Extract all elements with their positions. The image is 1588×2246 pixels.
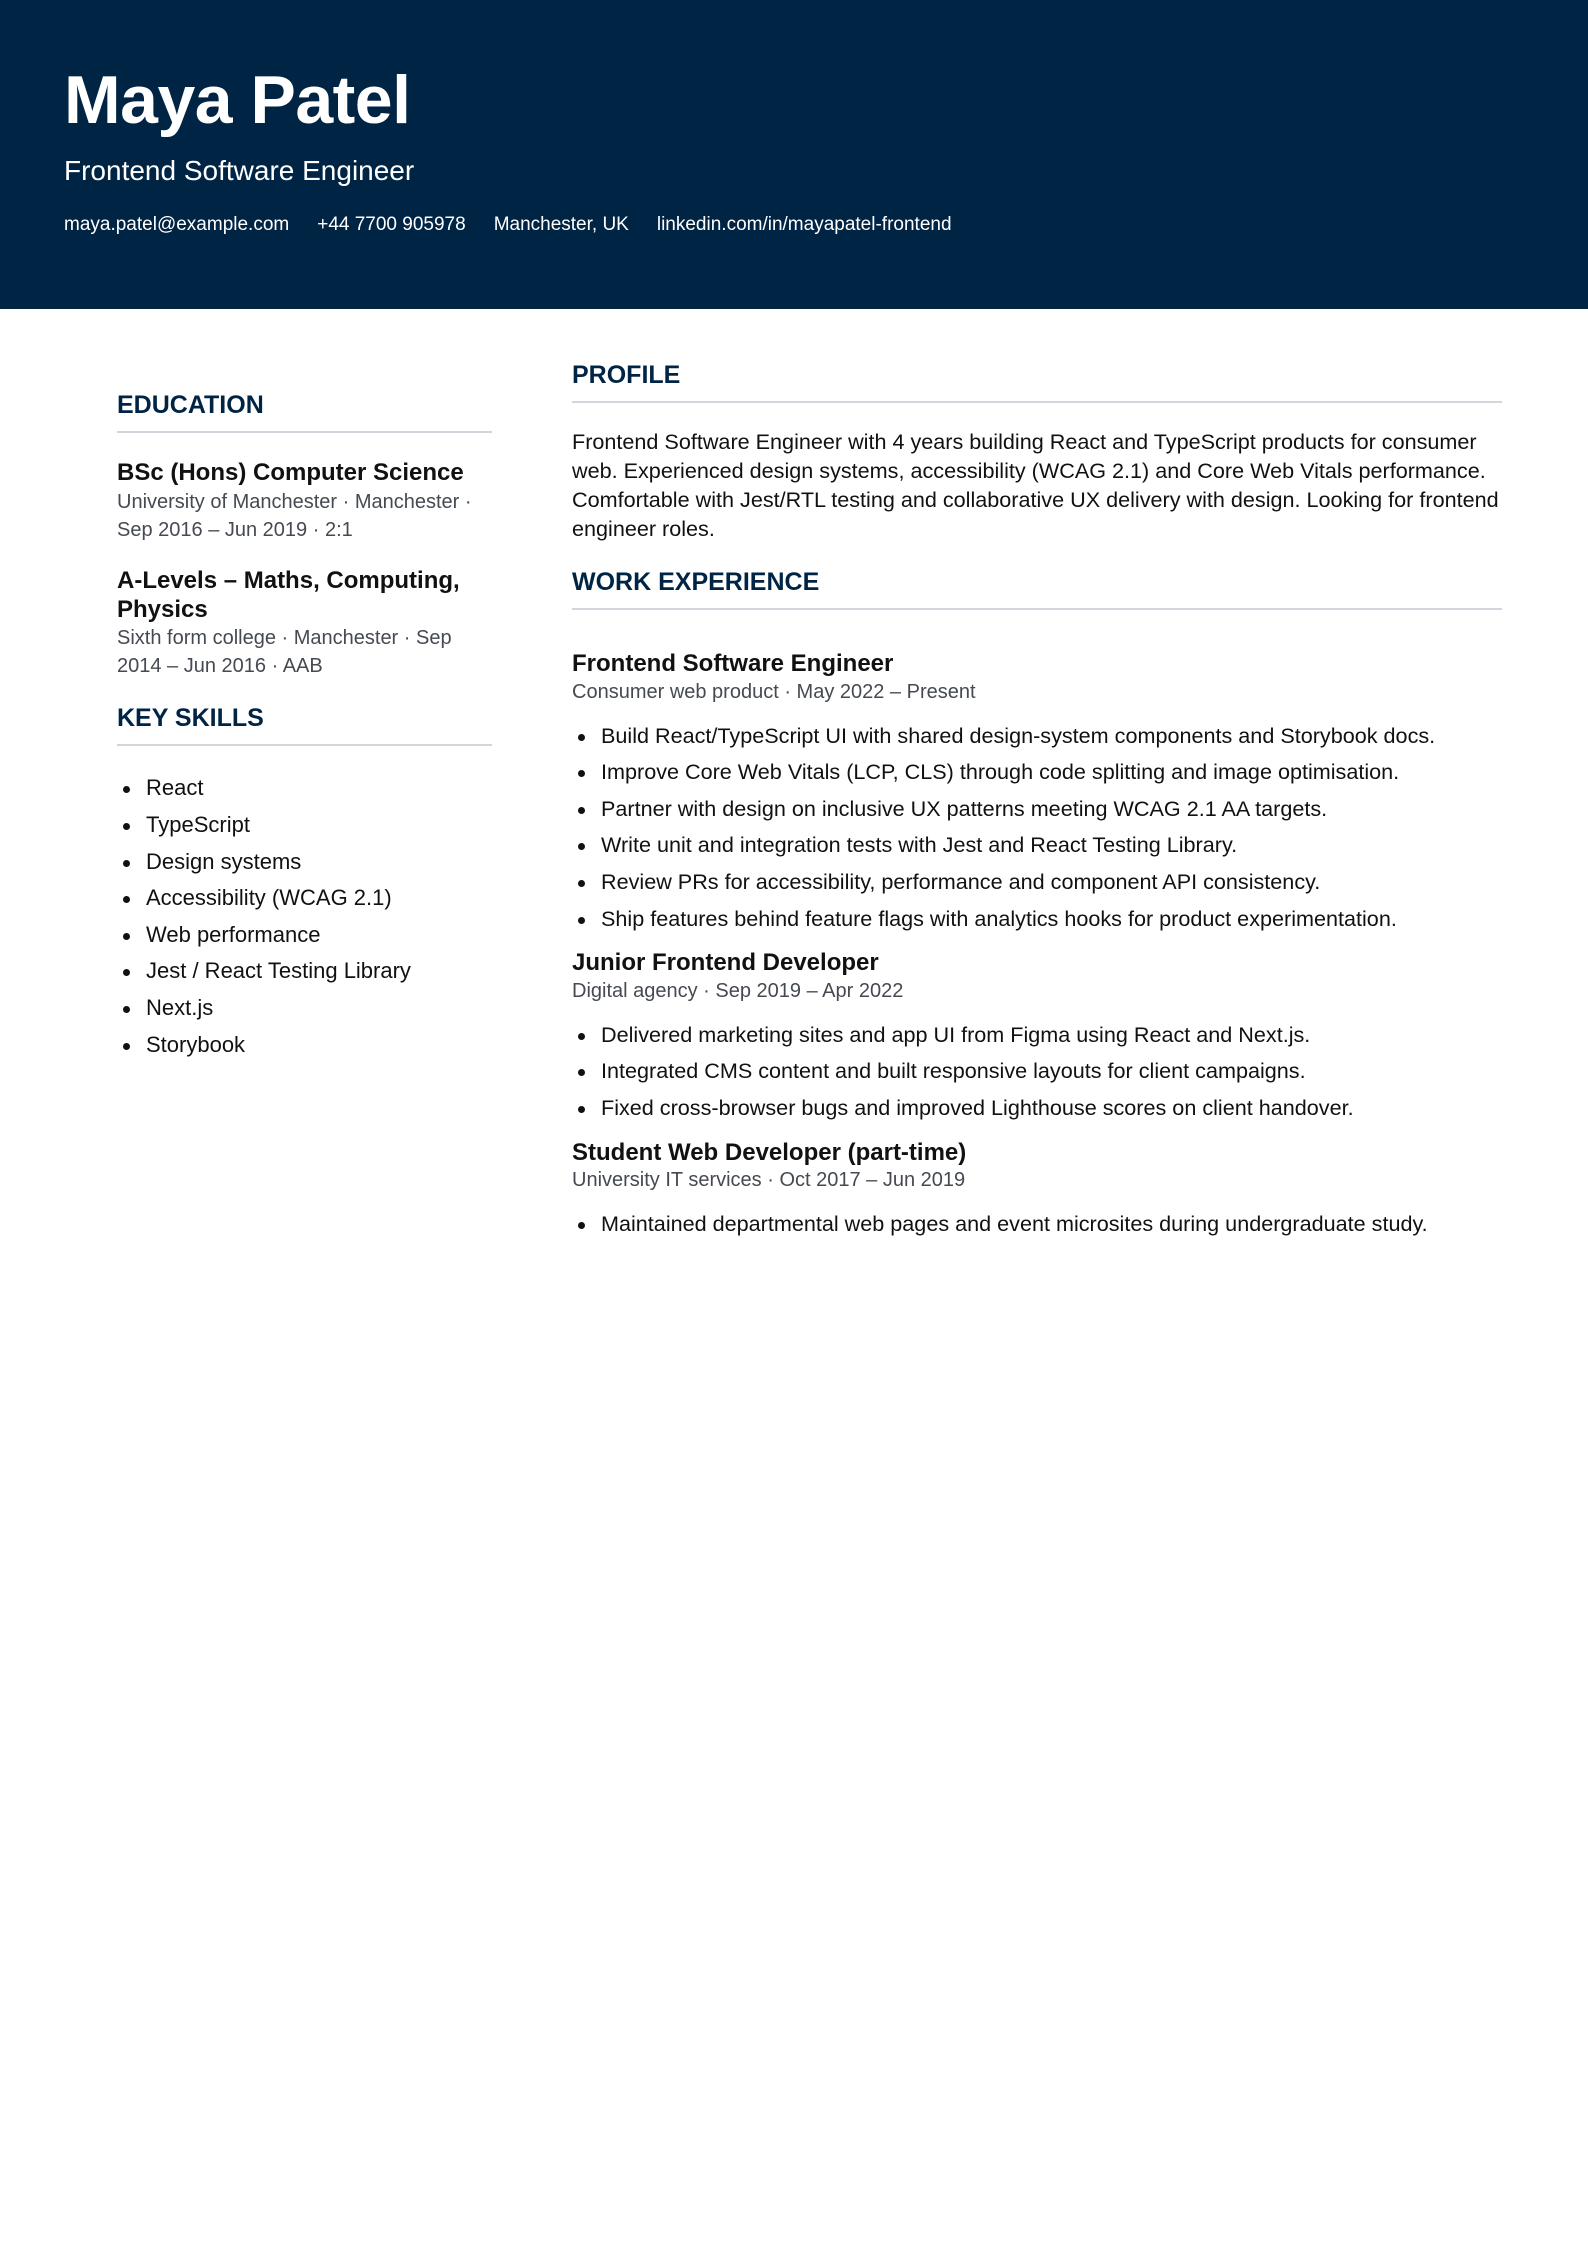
education-meta: University of Manchester · Manchester · Sep 2016 – Jun 2019 · 2:1 bbox=[117, 490, 472, 541]
job-title: Frontend Software Engineer bbox=[572, 650, 894, 677]
job-bullet: Integrated CMS content and built responsive layouts for client campaigns. bbox=[572, 1053, 1502, 1090]
education-heading: EDUCATION bbox=[117, 390, 492, 433]
skills-heading: KEY SKILLS bbox=[117, 703, 492, 746]
job-bullet: Write unit and integration tests with Jest and React Testing Library. bbox=[572, 827, 1502, 864]
profile-summary: Frontend Software Engineer with 4 years building React and TypeScript products for consumer web. Experienced design systems, accessibility (WCAG 2.1) and Core Web Vitals performance. Comfortable with Jest/RTL testing and collaborative UX delivery with design. Looking for frontend engineer roles. bbox=[572, 429, 1499, 541]
job-entry bbox=[572, 1139, 1502, 1243]
experience-heading: WORK EXPERIENCE bbox=[572, 567, 1502, 610]
right-column bbox=[572, 360, 1502, 1255]
job-meta: University IT services · Oct 2017 – Jun 2019 bbox=[572, 1169, 966, 1192]
skill-item: Jest / React Testing Library bbox=[117, 953, 492, 990]
job-bullets bbox=[572, 1206, 1502, 1243]
skill-item: TypeScript bbox=[117, 807, 492, 844]
job-title: Student Web Developer (part-time) bbox=[572, 1138, 967, 1166]
job-bullet: Fixed cross-browser bugs and improved Lighthouse scores on client handover. bbox=[572, 1090, 1502, 1127]
job-bullets bbox=[572, 718, 1502, 938]
contact-linkedin[interactable]: linkedin.com/in/mayapatel-frontend bbox=[656, 214, 952, 235]
job-bullet: Build React/TypeScript UI with shared design-system components and Storybook docs. bbox=[572, 718, 1502, 755]
education-section bbox=[117, 390, 492, 680]
skills-section bbox=[117, 703, 492, 1063]
job-meta: Consumer web product · May 2022 – Present bbox=[572, 680, 976, 703]
contact-location: Manchester, UK bbox=[493, 214, 629, 235]
job-bullet: Improve Core Web Vitals (LCP, CLS) through code splitting and image optimisation. bbox=[572, 754, 1502, 791]
skill-item: React bbox=[117, 770, 492, 807]
left-column bbox=[117, 390, 492, 1063]
education-degree: BSc (Hons) Computer Science bbox=[117, 459, 464, 486]
education-degree: A-Levels – Maths, Computing, Physics bbox=[117, 566, 460, 623]
resume-header bbox=[0, 0, 1588, 309]
job-meta: Digital agency · Sep 2019 – Apr 2022 bbox=[572, 979, 904, 1002]
job-bullet: Review PRs for accessibility, performance and component API consistency. bbox=[572, 864, 1502, 901]
candidate-role: Frontend Software Engineer bbox=[64, 155, 415, 186]
job-title: Junior Frontend Developer bbox=[572, 949, 879, 977]
contact-row bbox=[64, 214, 952, 237]
profile-heading: PROFILE bbox=[572, 360, 1502, 403]
education-meta: Sixth form college · Manchester · Sep 2014 – Jun 2016 · AAB bbox=[117, 627, 452, 678]
contact-email[interactable]: maya.patel@example.com bbox=[64, 214, 290, 235]
skill-item: Next.js bbox=[117, 990, 492, 1027]
contact-phone[interactable]: +44 7700 905978 bbox=[317, 214, 466, 235]
education-item bbox=[117, 459, 492, 544]
candidate-name: Maya Patel bbox=[64, 62, 411, 138]
skills-list bbox=[117, 770, 492, 1063]
job-bullet: Partner with design on inclusive UX patterns meeting WCAG 2.1 AA targets. bbox=[572, 791, 1502, 828]
job-bullet: Ship features behind feature flags with analytics hooks for product experimentation. bbox=[572, 901, 1502, 938]
education-item bbox=[117, 567, 492, 681]
profile-section bbox=[572, 360, 1502, 543]
job-entry bbox=[572, 949, 1502, 1126]
experience-section bbox=[572, 567, 1502, 1243]
job-bullets bbox=[572, 1017, 1502, 1127]
skill-item: Design systems bbox=[117, 844, 492, 881]
skill-item: Storybook bbox=[117, 1027, 492, 1064]
skill-item: Accessibility (WCAG 2.1) bbox=[117, 880, 492, 917]
job-bullet: Delivered marketing sites and app UI from Figma using React and Next.js. bbox=[572, 1017, 1502, 1054]
skill-item: Web performance bbox=[117, 917, 492, 954]
job-bullet: Maintained departmental web pages and event microsites during undergraduate study. bbox=[572, 1206, 1502, 1243]
job-entry bbox=[572, 650, 1502, 937]
